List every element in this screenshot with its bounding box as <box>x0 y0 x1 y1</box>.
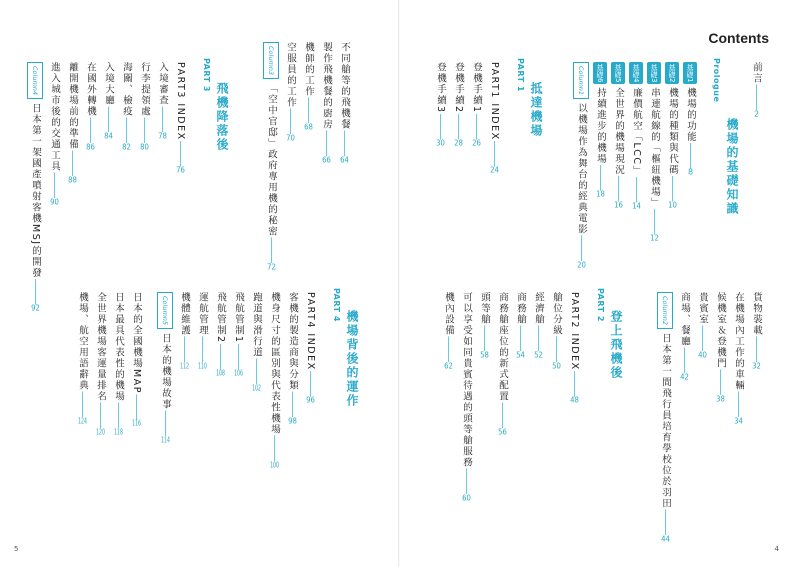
toc-entry[interactable]: PART1 INDEX———24 <box>489 62 500 175</box>
toc-entry[interactable]: 海關、檢疫———82 <box>121 62 132 151</box>
toc-entry[interactable]: 入境審查———78 <box>157 62 168 140</box>
toc-entry[interactable]: 全世界機場客運量排名———120 <box>95 292 106 436</box>
toc-entry[interactable]: 日本的全國機場MAP———116 <box>131 292 142 428</box>
part3-kicker: PART 3 <box>202 58 211 92</box>
left-page <box>0 0 399 567</box>
toc-entry[interactable]: 商務艙———54 <box>515 292 526 359</box>
page-number: 4 <box>774 545 779 553</box>
toc-entry[interactable]: 基礎6持續進步的機場———18 <box>595 64 606 198</box>
toc-entry[interactable]: 不同艙等的飛機餐———64 <box>339 42 350 164</box>
part2-title: 登上飛機後 <box>609 310 623 380</box>
part4-title: 機場背後的運作 <box>345 310 359 408</box>
toc-entry[interactable]: 貴賓室———40 <box>697 292 708 359</box>
toc-entry-column[interactable]: Column3「空中官邸」政府專用機的秘密———72 <box>263 42 279 271</box>
toc-entry[interactable]: 飛航管制2———108 <box>215 292 226 378</box>
part1-kicker: PART 1 <box>516 58 525 92</box>
toc-entry[interactable]: 跑道與滑行道———102 <box>251 292 262 392</box>
toc-entry[interactable]: 機師的工作———68 <box>303 42 314 131</box>
toc-entry[interactable]: 離開機場前的準備———88 <box>67 62 78 184</box>
toc-entry[interactable]: 空服員的工作———70 <box>285 42 296 142</box>
toc-entry-intro[interactable]: 前言———2 <box>751 62 762 118</box>
prologue-kicker: Prologue <box>712 58 721 103</box>
toc-entry[interactable]: PART3 INDEX———76 <box>175 62 186 175</box>
toc-entry[interactable]: 客機的製造商與分類———98 <box>287 292 298 425</box>
toc-entry[interactable]: 基礎4廉價航空「LCC」———14 <box>631 64 642 211</box>
toc-entry[interactable]: 製作飛機餐的廚房———66 <box>321 42 332 164</box>
part4-kicker: PART 4 <box>332 288 341 322</box>
toc-entry-column[interactable]: Column1以機場作為舞台的經典電影———20 <box>573 62 589 269</box>
toc-entry[interactable]: 登機手續1———26 <box>471 62 482 148</box>
toc-entry[interactable]: PART4 INDEX———96 <box>305 292 316 405</box>
toc-entry[interactable]: 飛航管制1———106 <box>233 292 244 378</box>
toc-entry[interactable]: 行李提領處———80 <box>139 62 150 151</box>
part3-title: 飛機降落後 <box>215 82 229 152</box>
toc-entry-column[interactable]: Column4日本第一架國產噴射客機MSJ的開發———92 <box>27 62 43 312</box>
page-number: 5 <box>14 545 19 553</box>
toc-entry[interactable]: 機場、航空用語辭典———124 <box>77 292 88 425</box>
toc-entry[interactable]: 基礎3串連航線的「樞紐機場」———12 <box>649 64 660 242</box>
toc-entry[interactable]: 機內設備———62 <box>443 292 454 370</box>
right-page <box>400 0 799 567</box>
toc-entry[interactable]: 在機場內工作的車輛———34 <box>733 292 744 425</box>
toc-entry[interactable]: 艙位分級———50 <box>551 292 562 370</box>
toc-entry[interactable]: 登機手續3———30 <box>435 62 446 148</box>
toc-entry[interactable]: 候機室＆登機門———38 <box>715 292 726 403</box>
toc-entry[interactable]: 頭等艙———58 <box>479 292 490 359</box>
toc-entry[interactable]: 可以享受如同貴賓待遇的頭等艙服務———60 <box>461 292 472 502</box>
toc-entry[interactable]: 進入城市後的交通工具———90 <box>49 62 60 206</box>
toc-entry[interactable]: 機身尺寸的區別與代表性機場———100 <box>269 292 280 469</box>
toc-entry[interactable]: 商場、餐廳———42 <box>679 292 690 381</box>
toc-entry[interactable]: 基礎5全世界的機場現況———16 <box>613 64 624 209</box>
toc-entry[interactable]: 在國外轉機———86 <box>85 62 96 151</box>
contents-title: Contents <box>708 30 769 46</box>
toc-entry-column[interactable]: Column2日本第一間飛行員培育學校位於羽田———44 <box>657 292 673 543</box>
toc-entry-column[interactable]: Column5日本的機場故事———114 <box>157 292 173 444</box>
toc-entry[interactable]: 登機手續2———28 <box>453 62 464 148</box>
toc-entry[interactable]: 基礎2機場的種類與代碼———10 <box>667 64 678 209</box>
toc-entry[interactable]: 入境大廳———84 <box>103 62 114 140</box>
toc-entry[interactable]: PART2 INDEX———48 <box>569 292 580 405</box>
toc-entry[interactable]: 基礎1機場的功能———8 <box>685 64 696 176</box>
part1-title: 抵達機場 <box>529 82 543 138</box>
toc-entry[interactable]: 經濟艙———52 <box>533 292 544 359</box>
toc-entry[interactable]: 機體維護———112 <box>179 292 190 370</box>
toc-entry[interactable]: 商務艙座位的新式配置———56 <box>497 292 508 436</box>
prologue-title: 機場的基礎知識 <box>725 118 739 216</box>
part2-kicker: PART 2 <box>596 288 605 322</box>
toc-entry[interactable]: 日本最具代表性的機場———118 <box>113 292 124 436</box>
toc-entry[interactable]: 貨物裝載———32 <box>751 292 762 370</box>
toc-entry[interactable]: 運航管理———110 <box>197 292 208 370</box>
